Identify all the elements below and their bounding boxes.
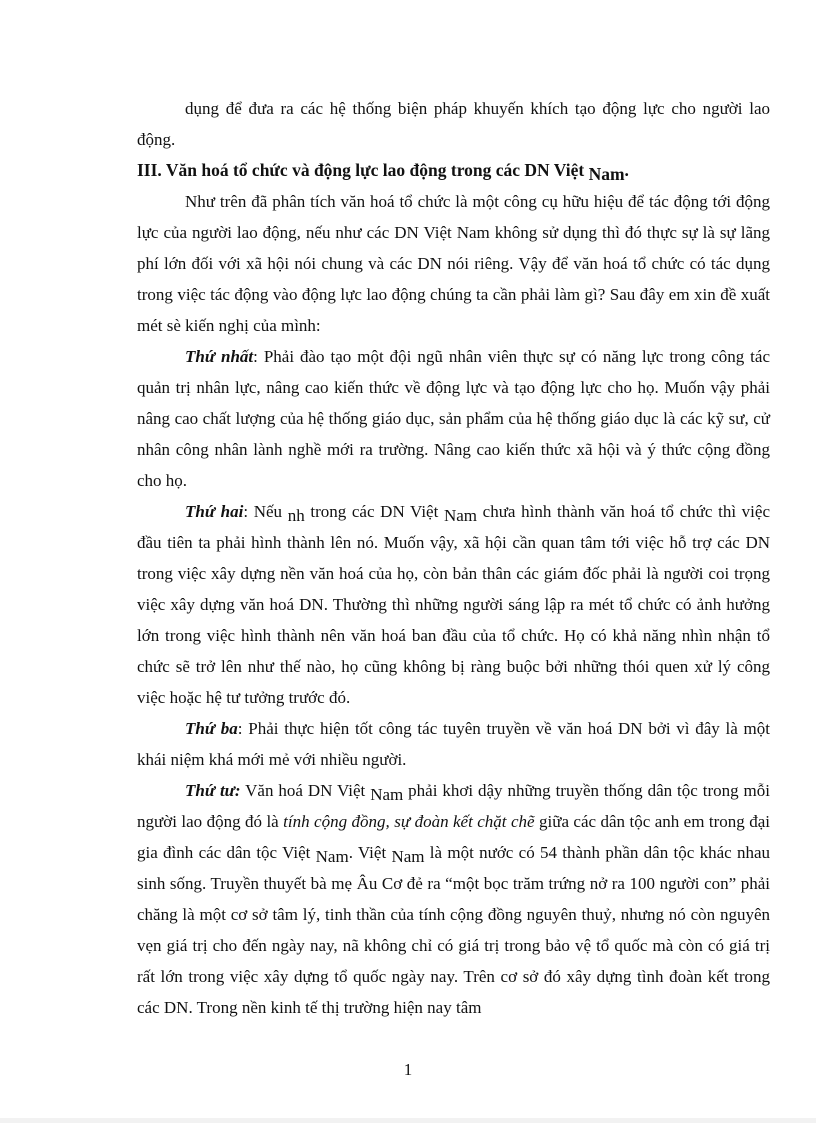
subscript-nam: Nam [315,847,349,866]
section-heading [137,155,770,186]
emphasis-text: tính cộng đồng, sự đoàn kết chặt chẽ [283,812,535,831]
label-thu-nhat: Thứ nhất [185,347,254,366]
page-bottom-edge [0,1118,816,1123]
heading-period: . [624,160,629,180]
text-thu-tu-b: phải khơi dậy những truyền thống dân tộc trong mỗi người lao động đó là [137,781,770,831]
subscript-nam: Nam [370,785,404,804]
paragraph-thu-tu [137,775,770,1023]
paragraph-1: Như trên đã phân tích văn hoá tổ chức là một công cụ hữu hiệu để tác động tới động lực của người lao động, nếu như các DN Việt Nam không sử dụng thì đó thực sự là sự lãng phí lớn đối với xã hội nói chung và các DN nói riêng. Vậy để văn hoá tổ chức có tác dụng trong việc tác động vào động lực lao động chúng ta cần phải làm gì? Sau đây em xin đề xuất mét sè kiến nghị của mình: [137,192,770,335]
label-thu-tu: Thứ tư: [185,781,241,800]
subscript-nam: Nam [391,847,425,866]
text-thu-hai-a: : Nếu [243,502,288,521]
text-thu-hai-c: chưa hình thành văn hoá tổ chức thì việc đầu tiên ta phải hình thành lên nó. Muốn vậy, xã hội cần quan tâm tới việc hỗ trợ các DN trong việc xây dựng nền văn hoá của họ, còn bản thân các giám đốc phải là người coi trọng việc xây dựng văn hoá DN. Thường thì những người sáng lập ra mét tổ chức có ảnh hưởng lớn trong việc hình thành nên văn hoá ban đầu của tổ chức. Họ có khả năng nhìn nhận tổ chức sẽ trở lên như thế nào, họ cũng không bị ràng buộc bởi những thói quen xử lý công việc hoặc hệ tư tưởng trước đó. [137,502,770,707]
paragraph-thu-ba [137,713,770,775]
page-number: 1 [403,1060,413,1079]
text-thu-ba: : Phải thực hiện tốt công tác tuyên truyền về văn hoá DN bởi vì đây là một khái niệm khá mới mẻ với nhiều người. [137,719,771,769]
text-thu-hai-b: trong các DN Việt [304,502,444,521]
subscript-nh: nh [287,506,305,525]
text-thu-tu-a: Văn hoá DN Việt [240,781,371,800]
text-thu-tu-e: là một nước có 54 thành phần dân tộc khác nhau sinh sống. Truyền thuyết bà mẹ Âu Cơ đẻ ra “một bọc trăm trứng nở ra 100 người con” phải chăng là một cơ sở tâm lý, tinh thần của tính cộng đồng nguyên thuỷ, nhưng nó còn nguyên vẹn giá trị cho đến ngày nay, nã không chỉ có giá trị trong bảo vệ tổ quốc mà còn có giá trị rất lớn trong việc xây dựng tổ quốc ngày nay. Trên cơ sở đó xây dựng tình đoàn kết trong các DN. Trong nền kinh tế thị trường hiện nay tâm [137,843,770,1017]
paragraph-thu-nhat [137,341,770,496]
heading-subscript: Nam [588,164,625,184]
heading-text: III. Văn hoá tổ chức và động lực lao động trong các DN Việt [137,160,589,180]
paragraph-intro: dụng để đưa ra các hệ thống biện pháp khuyến khích tạo động lực cho người lao động. [137,99,770,149]
subscript-nam: Nam [443,506,477,525]
text-thu-nhat: : Phải đào tạo một đội ngũ nhân viên thực sự có năng lực trong công tác quản trị nhân lực, nâng cao kiến thức về động lực và tạo động lực cho họ. Muốn vậy phải nâng cao chất lượng của hệ thống giáo dục, sản phẩm của hệ thống giáo dục là các kỹ sư, cử nhân công nhân lành nghề mới ra trường. Nâng cao kiến thức xã hội và ý thức cộng đồng cho họ. [137,347,770,490]
label-thu-ba: Thứ ba [185,719,238,738]
document-body [137,93,770,1023]
text-thu-tu-d: . Việt [348,843,392,862]
label-thu-hai: Thứ hai [185,502,244,521]
paragraph-thu-hai [137,496,770,713]
text-thu-tu-c: giữa các dân tộc anh em trong đại gia đình các dân tộc Việt [137,812,770,862]
